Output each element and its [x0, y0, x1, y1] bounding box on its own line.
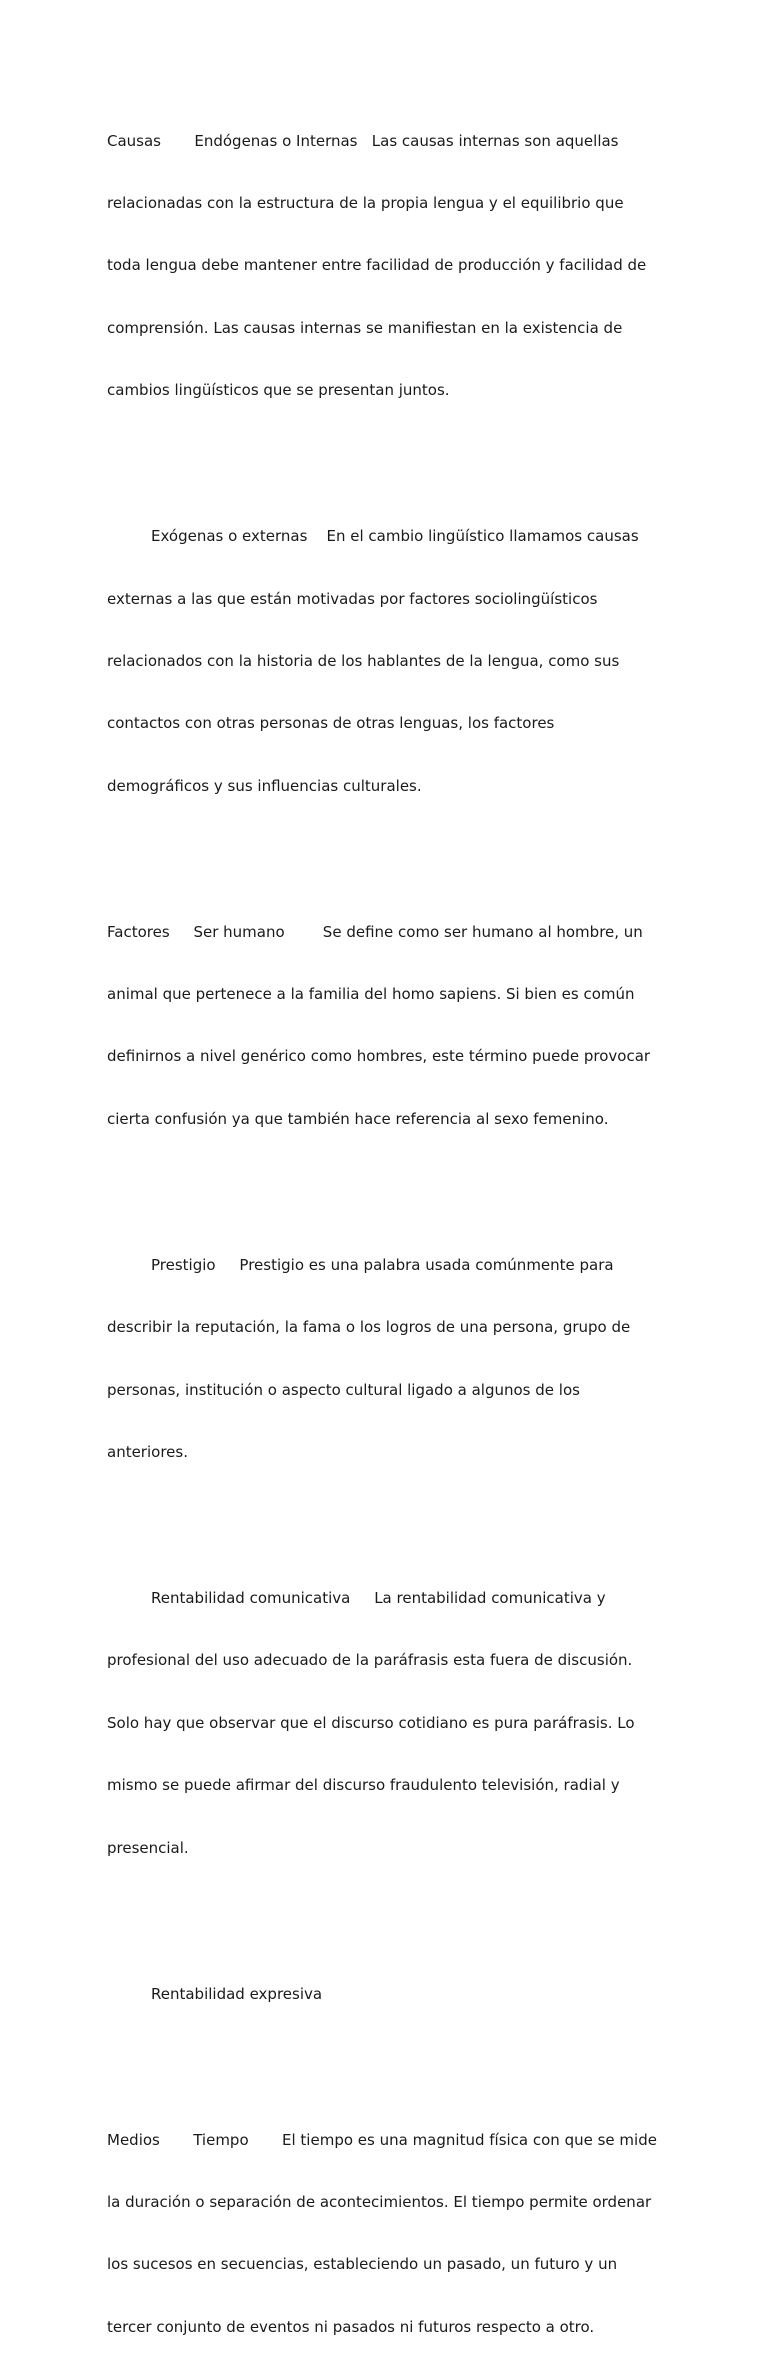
paragraph-prestigio — [107, 1213, 667, 1504]
text-line: relacionados con la historia de los hablantes de la lengua, como sus — [107, 651, 620, 670]
paragraph-factores-ser-humano — [107, 880, 667, 1171]
text-line: definirnos a nivel genérico como hombres, este término puede provocar — [107, 1047, 651, 1066]
text-line: mismo se puede afirmar del discurso fraudulento televisión, radial y — [107, 1776, 620, 1795]
text-line: relacionadas con la estructura de la propia lengua y el equilibrio que — [107, 193, 624, 212]
text-line: los sucesos en secuencias, estableciendo un pasado, un futuro y un — [107, 2255, 618, 2274]
text-line: comprensión. Las causas internas se manifiestan en la existencia de — [107, 318, 623, 337]
text-line: Exógenas o externas En el cambio lingüístico llamamos causas — [151, 527, 639, 546]
text-line: cierta confusión ya que también hace referencia al sexo femenino. — [107, 1109, 609, 1128]
text-line: tercer conjunto de eventos ni pasados ni futuros respecto a otro. — [107, 2317, 595, 2336]
text-line: demográficos y sus influencias culturales. — [107, 776, 422, 795]
text-line: Solo hay que observar que el discurso cotidiano es pura paráfrasis. Lo — [107, 1713, 635, 1732]
text-line: Factores Ser humano Se define como ser humano al hombre, un — [107, 922, 643, 941]
text-line: Rentabilidad comunicativa La rentabilidad comunicativa y — [151, 1589, 606, 1607]
text-line: presencial. — [107, 1838, 189, 1857]
paragraph-rentabilidad-comunicativa — [107, 1546, 667, 1900]
paragraph-medios-tiempo — [107, 2088, 667, 2379]
paragraph-rentabilidad-expresiva — [107, 1942, 667, 2046]
paragraph-causas-endogenas — [107, 89, 667, 443]
text-line: la duración o separación de acontecimientos. El tiempo permite ordenar — [107, 2192, 652, 2211]
text-line: personas, institución o aspecto cultural ligado a algunos de los — [107, 1380, 580, 1399]
text-line: Rentabilidad expresiva — [151, 1984, 323, 2003]
text-line: anteriores. — [107, 1443, 188, 1462]
text-line: Causas Endógenas o Internas Las causas internas son aquellas — [107, 131, 619, 150]
text-line: Prestigio Prestigio es una palabra usada comúnmente para — [151, 1255, 614, 1274]
document-page — [107, 89, 667, 2379]
text-line: Medios Tiempo El tiempo es una magnitud física con que se mide — [107, 2130, 657, 2149]
text-line: describir la reputación, la fama o los logros de una persona, grupo de — [107, 1318, 631, 1337]
text-line: profesional del uso adecuado de la paráfrasis esta fuera de discusión. — [107, 1651, 633, 1670]
text-line: animal que pertenece a la familia del homo sapiens. Si bien es común — [107, 985, 635, 1004]
text-line: toda lengua debe mantener entre facilidad de producción y facilidad de — [107, 256, 647, 275]
paragraph-exogenas — [107, 485, 667, 839]
text-line: contactos con otras personas de otras lenguas, los factores — [107, 714, 555, 733]
text-line: cambios lingüísticos que se presentan juntos. — [107, 381, 450, 400]
text-line: externas a las que están motivadas por factores sociolingüísticos — [107, 589, 598, 608]
